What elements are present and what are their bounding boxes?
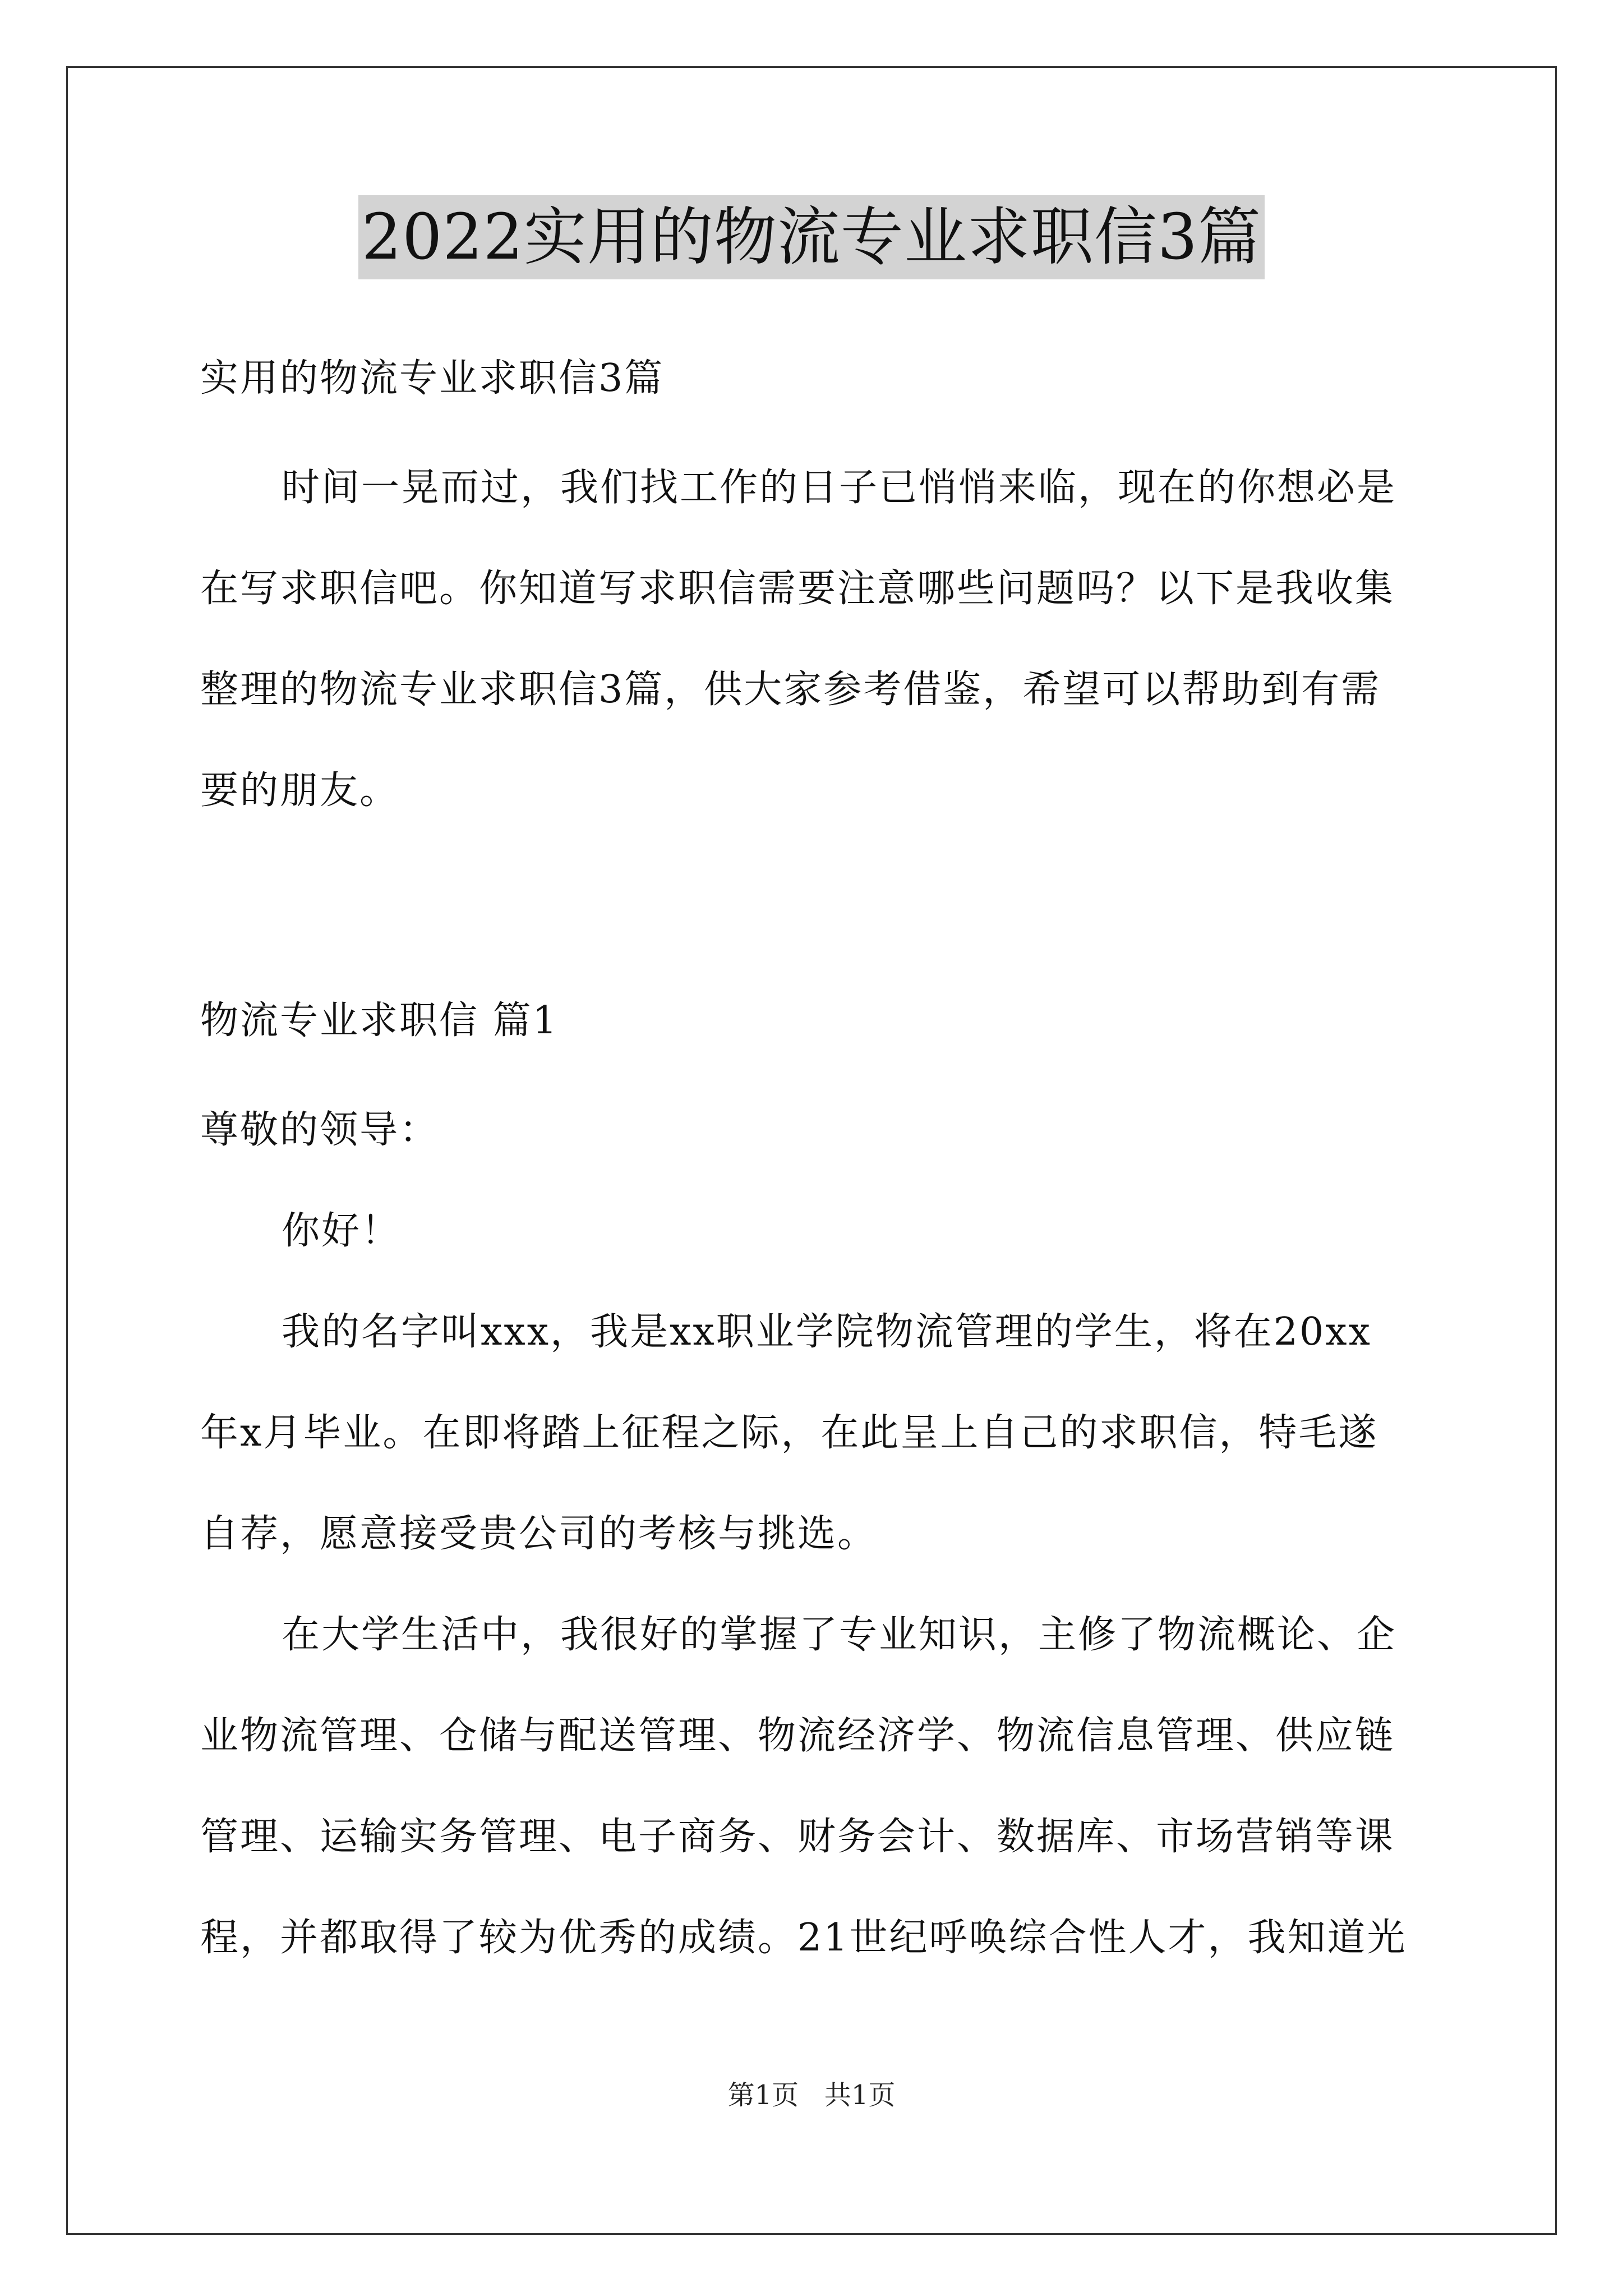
paragraph-line: 自荐，愿意接受贵公司的考核与挑选。 — [200, 1512, 878, 1556]
intro-line: 整理的物流专业求职信3篇，供大家参考借鉴，希望可以帮助到有需 — [200, 668, 1381, 712]
subtitle: 实用的物流专业求职信3篇 — [200, 356, 665, 401]
paragraph-line: 年x月毕业。在即将踏上征程之际，在此呈上自己的求职信，特毛遂 — [200, 1411, 1378, 1455]
paragraph-line: 程，并都取得了较为优秀的成绩。21世纪呼唤综合性人才，我知道光 — [200, 1916, 1407, 1960]
section-heading: 物流专业求职信 篇1 — [200, 999, 559, 1043]
document-title: 2022实用的物流专业求职信3篇 — [358, 195, 1265, 279]
title-container — [0, 195, 1623, 279]
paragraph-line: 在大学生活中，我很好的掌握了专业知识，主修了物流概论、企 — [282, 1613, 1397, 1657]
page-footer: 第1页 共1页 — [727, 2079, 896, 2111]
paragraph-line: 业物流管理、仓储与配送管理、物流经济学、物流信息管理、供应链 — [200, 1714, 1395, 1758]
intro-line: 时间一晃而过，我们找工作的日子已悄悄来临，现在的你想必是 — [282, 466, 1397, 510]
intro-line: 在写求职信吧。你知道写求职信需要注意哪些问题吗？以下是我收集 — [200, 567, 1395, 611]
greeting: 你好！ — [282, 1209, 402, 1253]
salutation: 尊敬的领导： — [200, 1108, 440, 1152]
paragraph-line: 我的名字叫xxx，我是xx职业学院物流管理的学生，将在20xx — [282, 1310, 1372, 1354]
intro-line: 要的朋友。 — [200, 769, 400, 813]
paragraph-line: 管理、运输实务管理、电子商务、财务会计、数据库、市场营销等课 — [200, 1815, 1395, 1859]
